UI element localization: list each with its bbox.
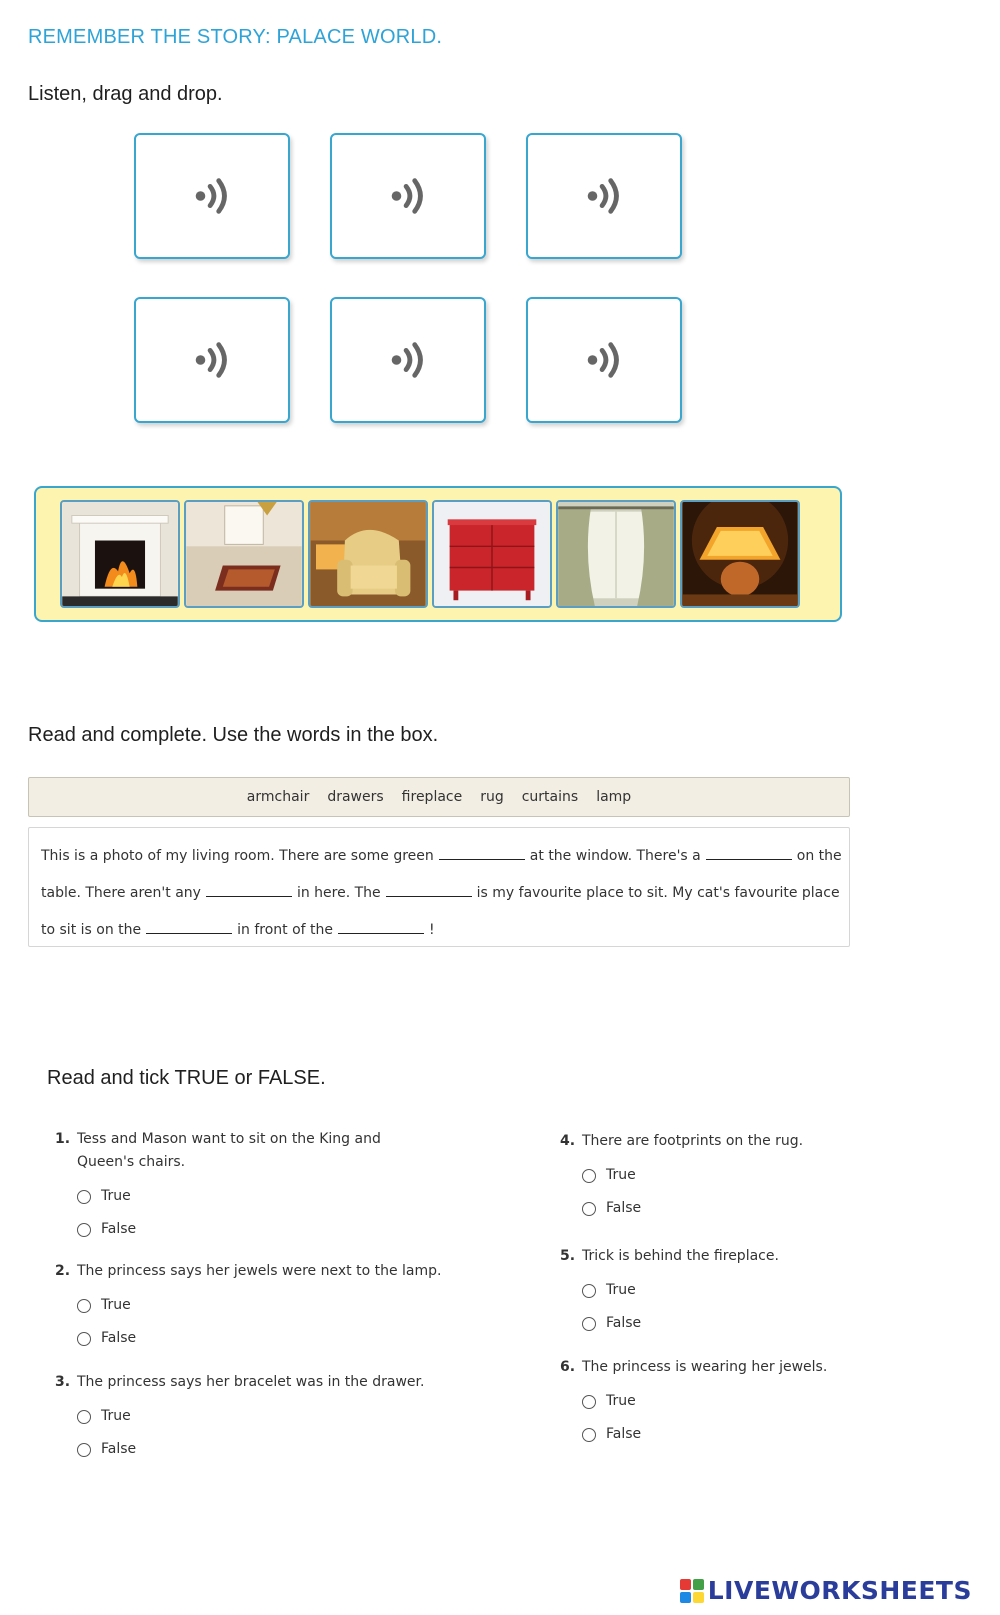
speaker-icon xyxy=(385,173,431,219)
option-label: True xyxy=(606,1167,636,1183)
word-item: curtains xyxy=(521,789,579,805)
passage-text: to sit is on the xyxy=(41,922,142,938)
blank-input-1[interactable] xyxy=(439,842,525,860)
option-true[interactable] xyxy=(582,1164,636,1187)
question-text: The princess is wearing her jewels. xyxy=(582,1359,828,1375)
passage-box xyxy=(28,827,850,947)
option-true[interactable] xyxy=(77,1185,131,1208)
drawers-image xyxy=(434,502,550,606)
radio-button[interactable] xyxy=(77,1332,91,1346)
fireplace-image xyxy=(62,502,178,606)
option-false[interactable] xyxy=(582,1423,641,1446)
question-text: The princess says her bracelet was in the drawer. xyxy=(77,1374,425,1390)
speaker-icon xyxy=(581,173,627,219)
word-item: rug xyxy=(480,789,504,805)
passage-text: ! xyxy=(429,922,435,938)
question-number: 1. xyxy=(55,1131,71,1147)
option-false[interactable] xyxy=(77,1327,136,1350)
question-number: 6. xyxy=(560,1359,576,1375)
passage-text: on the xyxy=(796,848,842,864)
option-label: False xyxy=(101,1330,137,1346)
image-strip xyxy=(34,486,842,622)
radio-button[interactable] xyxy=(582,1169,596,1183)
speaker-icon xyxy=(581,337,627,383)
option-true[interactable] xyxy=(582,1279,636,1302)
blank-input-3[interactable] xyxy=(206,879,292,897)
question-3 xyxy=(55,1371,475,1461)
option-label: False xyxy=(606,1426,642,1442)
logo-text: LIVEWORKSHEETS xyxy=(707,1576,972,1605)
option-false[interactable] xyxy=(77,1438,136,1461)
option-label: True xyxy=(101,1188,131,1204)
tile-drawers[interactable] xyxy=(432,500,552,608)
audio-button-3[interactable] xyxy=(526,133,682,259)
liveworksheets-logo xyxy=(680,1576,972,1605)
word-item: armchair xyxy=(246,789,310,805)
audio-button-1[interactable] xyxy=(134,133,290,259)
question-text: Trick is behind the fireplace. xyxy=(582,1248,779,1264)
radio-button[interactable] xyxy=(582,1317,596,1331)
question-number: 3. xyxy=(55,1374,71,1390)
blank-input-4[interactable] xyxy=(386,879,472,897)
option-label: True xyxy=(101,1408,131,1424)
blank-input-2[interactable] xyxy=(706,842,792,860)
blank-input-5[interactable] xyxy=(146,916,232,934)
radio-button[interactable] xyxy=(77,1443,91,1457)
word-item: fireplace xyxy=(401,789,463,805)
tick-heading: Read and tick TRUE or FALSE. xyxy=(47,1067,326,1089)
passage-text: is my favourite place to sit. My cat's favourite place xyxy=(476,885,840,901)
passage-line-1 xyxy=(41,842,842,864)
curtains-image xyxy=(558,502,674,606)
tile-armchair[interactable] xyxy=(308,500,428,608)
passage-line-2 xyxy=(41,879,840,901)
question-2 xyxy=(55,1260,475,1350)
logo-icon xyxy=(680,1579,704,1603)
radio-button[interactable] xyxy=(582,1428,596,1442)
option-false[interactable] xyxy=(582,1312,641,1335)
question-number: 5. xyxy=(560,1248,576,1264)
question-text: The princess says her jewels were next to the lamp. xyxy=(77,1263,442,1279)
tile-lamp[interactable] xyxy=(680,500,800,608)
option-label: False xyxy=(101,1221,137,1237)
word-item: drawers xyxy=(327,789,384,805)
question-text: There are footprints on the rug. xyxy=(582,1133,804,1149)
passage-text: at the window. There's a xyxy=(529,848,701,864)
speaker-icon xyxy=(189,173,235,219)
passage-text: in here. The xyxy=(296,885,381,901)
option-label: False xyxy=(101,1441,137,1457)
radio-button[interactable] xyxy=(77,1410,91,1424)
option-false[interactable] xyxy=(582,1197,641,1220)
audio-button-4[interactable] xyxy=(134,297,290,423)
question-number: 2. xyxy=(55,1263,71,1279)
listen-heading: Listen, drag and drop. xyxy=(28,83,223,105)
blank-input-6[interactable] xyxy=(338,916,424,934)
audio-button-6[interactable] xyxy=(526,297,682,423)
radio-button[interactable] xyxy=(582,1202,596,1216)
question-number: 4. xyxy=(560,1133,576,1149)
read-heading: Read and complete. Use the words in the box. xyxy=(28,724,439,746)
passage-line-3 xyxy=(41,916,435,938)
question-5 xyxy=(560,1245,980,1335)
word-item: lamp xyxy=(596,789,632,805)
passage-text: in front of the xyxy=(237,922,334,938)
option-true[interactable] xyxy=(77,1294,131,1317)
question-4 xyxy=(560,1130,980,1220)
lamp-image xyxy=(682,502,798,606)
audio-button-2[interactable] xyxy=(330,133,486,259)
option-label: True xyxy=(101,1297,131,1313)
option-label: True xyxy=(606,1393,636,1409)
speaker-icon xyxy=(189,337,235,383)
armchair-image xyxy=(310,502,426,606)
option-label: True xyxy=(606,1282,636,1298)
speaker-icon xyxy=(385,337,431,383)
tile-rug[interactable] xyxy=(184,500,304,608)
radio-button[interactable] xyxy=(77,1299,91,1313)
option-true[interactable] xyxy=(582,1390,636,1413)
option-label: False xyxy=(606,1315,642,1331)
radio-button[interactable] xyxy=(77,1190,91,1204)
radio-button[interactable] xyxy=(582,1284,596,1298)
question-text: Tess and Mason want to sit on the King and Queen's chairs. xyxy=(77,1131,381,1170)
option-true[interactable] xyxy=(77,1405,131,1428)
radio-button[interactable] xyxy=(582,1395,596,1409)
tile-curtains[interactable] xyxy=(556,500,676,608)
option-false[interactable] xyxy=(77,1218,136,1241)
radio-button[interactable] xyxy=(77,1223,91,1237)
question-1 xyxy=(55,1128,475,1238)
tile-fireplace[interactable] xyxy=(60,500,180,608)
audio-button-5[interactable] xyxy=(330,297,486,423)
word-box xyxy=(28,777,850,817)
passage-text: This is a photo of my living room. There are some green xyxy=(41,848,434,864)
question-6 xyxy=(560,1356,980,1446)
page-title: REMEMBER THE STORY: PALACE WORLD. xyxy=(28,26,443,48)
passage-text: table. There aren't any xyxy=(41,885,201,901)
rug-image xyxy=(186,502,302,606)
option-label: False xyxy=(606,1200,642,1216)
